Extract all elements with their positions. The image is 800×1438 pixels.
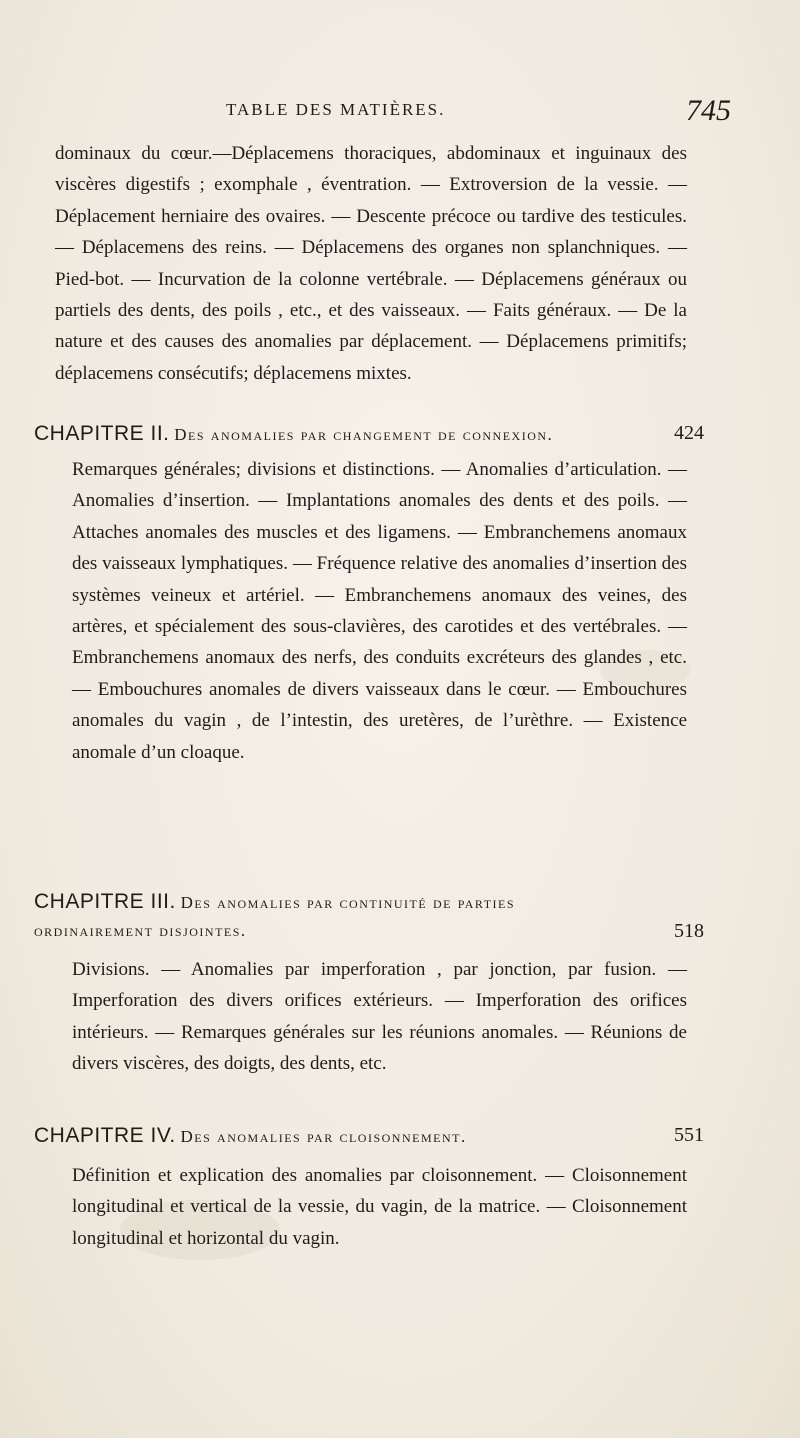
chapter-heading-continuation bbox=[34, 920, 704, 942]
chapter-summary: Divisions. — Anomalies par imperforation , par jonction, par fusion. — Imperforation des divers orifices extérieurs. — Imperforation des orifices intérieurs. — Remarques générales sur les réunions anomales. — Réunions de divers viscères, des doigts, des dents, etc. bbox=[72, 959, 687, 1075]
chapter-title: Des anomalies par changement de connexion. bbox=[174, 425, 554, 444]
chapter-page-number: 424 bbox=[674, 422, 704, 444]
chapter-heading bbox=[34, 1124, 704, 1148]
intro-paragraph: dominaux du cœur.—Déplacemens thoraciques, abdominaux et inguinaux des viscères digestifs ; exomphale , éventration. — Extroversion de la vessie. — Déplacement herniaire des ovaires. — Descente précoce ou tardive des testicules. — Déplacemens des reins. — Déplacemens des organes non splanchniques. — Pied-bot. — Incurvation de la colonne vertébrale. — Déplacemens généraux ou partiels des dents, des poils , etc., et des vaisseaux. — Faits généraux. — De la nature et des causes des anomalies par déplacement. — Déplacemens primitifs; déplacemens consécutifs; déplacemens mixtes. bbox=[55, 143, 687, 384]
chapter-summary: Remarques générales; divisions et distinctions. — Anomalies d’articulation. — Anomalies d’insertion. — Implantations anomales des dents et des poils. — Attaches anomales des muscles et des ligamens. — Embranchemens anomaux des vaisseaux lymphatiques. — Fréquence relative des anomalies d’insertion des systèmes veineux et artériel. — Embranchemens anomaux des veines, des artères, et spécialement des sous-clavières, des carotides et des vertébrales. — Embranchemens anomaux des nerfs, des conduits excréteurs des glandes , etc. — Embouchures anomales de divers vaisseaux dans le cœur. — Embouchures anomales du vagin , de l’intestin, des uretères, de l’urèthre. — Existence anomale d’un cloaque. bbox=[72, 459, 687, 763]
chapter-title: Des anomalies par cloisonnement. bbox=[180, 1127, 467, 1146]
chapter-label: CHAPITRE III. bbox=[34, 890, 176, 913]
running-title: TABLE DES MATIÈRES. bbox=[226, 100, 446, 119]
chapter-page-number: 551 bbox=[674, 1124, 704, 1146]
chapter-page-number: 518 bbox=[674, 920, 704, 942]
chapter-heading bbox=[34, 890, 704, 914]
page-header bbox=[0, 94, 800, 130]
page-number: 745 bbox=[686, 94, 731, 127]
chapter-title: Des anomalies par continuité de parties bbox=[180, 893, 516, 912]
chapter-heading bbox=[34, 422, 704, 446]
chapter-label: CHAPITRE II. bbox=[34, 422, 170, 445]
chapter-summary: Définition et explication des anomalies par cloisonnement. — Cloisonnement longitudinal et vertical de la vessie, du vagin, de la matrice. — Cloisonnement longitudinal et horizontal du vagin. bbox=[72, 1165, 687, 1249]
chapter-label: CHAPITRE IV. bbox=[34, 1124, 176, 1147]
chapter-title-continuation: ordinairement disjointes. bbox=[34, 921, 247, 940]
